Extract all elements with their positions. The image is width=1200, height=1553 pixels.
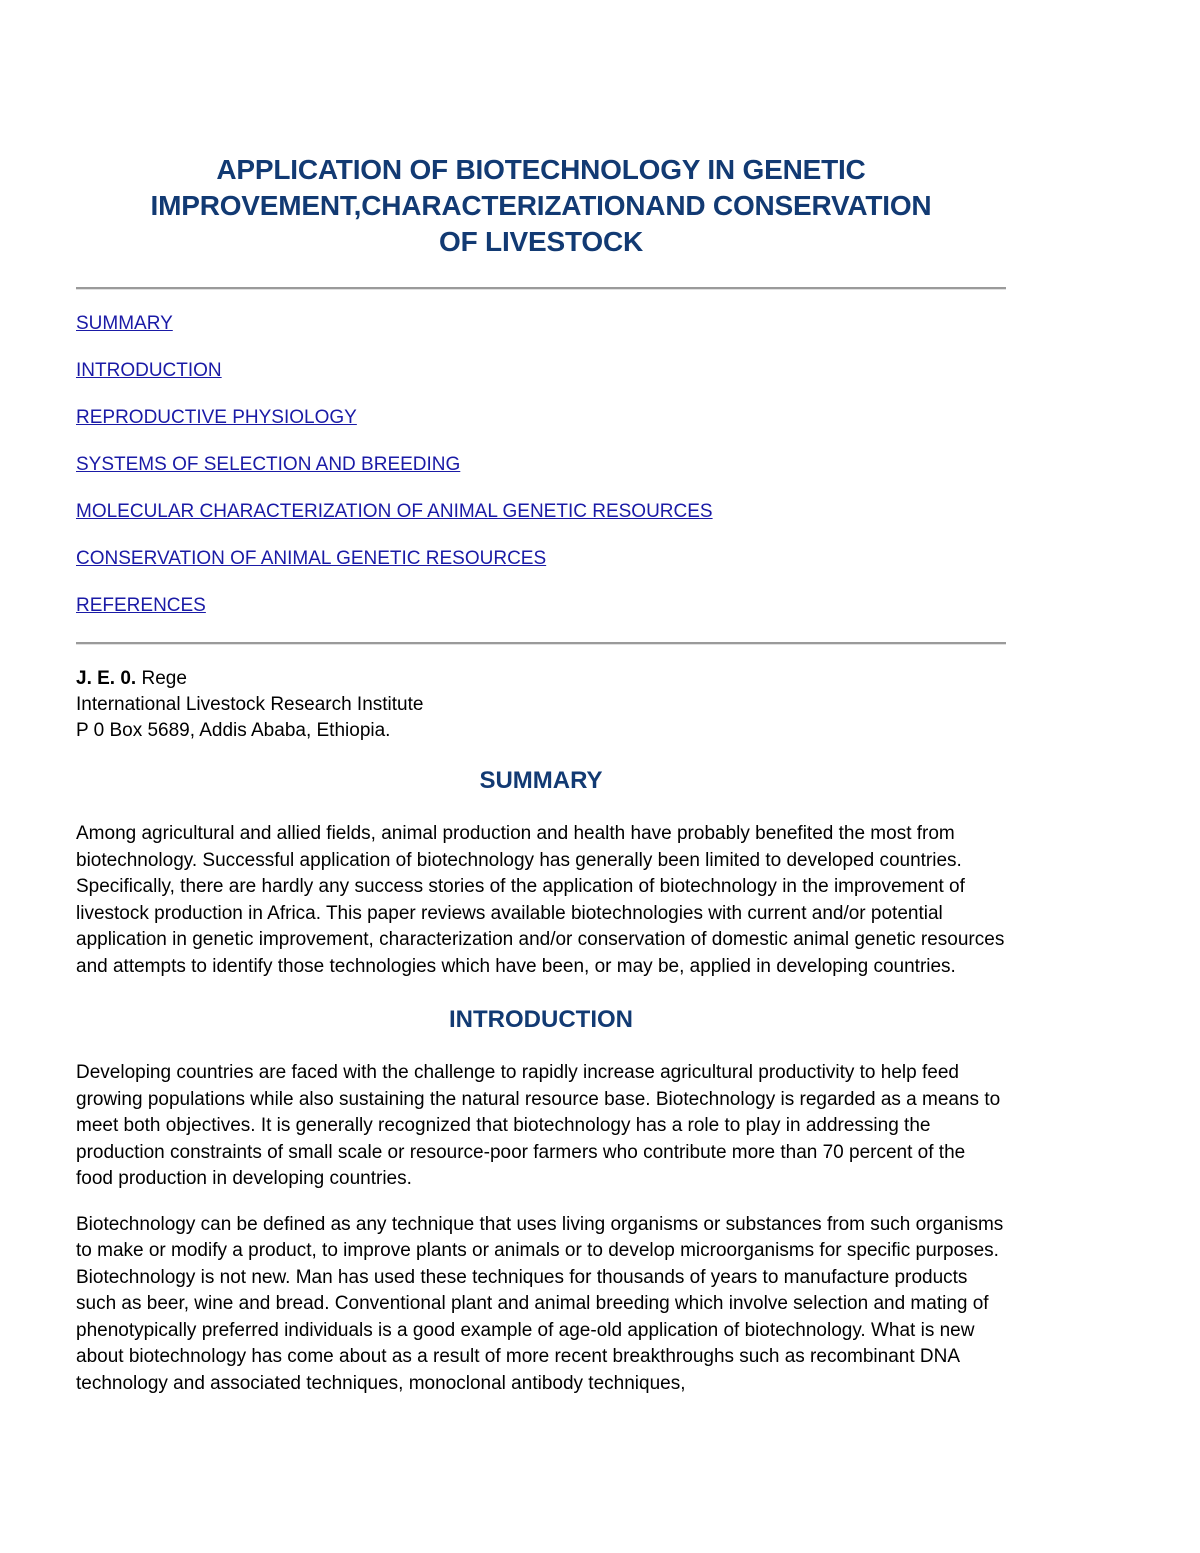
document-title [76, 0, 1006, 260]
toc-link-summary[interactable]: SUMMARY [76, 313, 173, 334]
introduction-heading: INTRODUCTION [449, 1006, 633, 1033]
introduction-paragraph-1: Developing countries are faced with the challenge to rapidly increase agricultural productivity to help feed growing populations while also sustaining the natural resource base. Biotechnology is regarded as a means to meet both objectives. It is generally recognized that biotechnology has a role to play in addressing the production constraints of small scale or resource-poor farmers who contribute more than 70 percent of the food production in developing countries. [76, 1062, 1001, 1189]
title-line-3: OF LIVESTOCK [439, 226, 643, 257]
divider-bottom [76, 642, 1006, 645]
summary-paragraph: Among agricultural and allied fields, animal production and health have probably benefited the most from biotechnology. Successful application of biotechnology has generally been limited to developed countries. Specifically, there are hardly any success stories of the application of biotechnology in the improvement of livestock production in Africa. This paper reviews available biotechnologies with current and/or potential application in genetic improvement, characterization and/or conservation of domestic animal genetic resources and attempts to identify those technologies which have been, or may be, applied in developing countries. [76, 823, 1005, 977]
document-page [76, 0, 1006, 1397]
author-institute: International Livestock Research Institute [76, 694, 424, 715]
toc-link-reproductive-physiology[interactable]: REPRODUCTIVE PHYSIOLOGY [76, 407, 357, 428]
author-surname: Rege [141, 668, 187, 689]
toc-item [76, 593, 1006, 640]
title-line-1: APPLICATION OF BIOTECHNOLOGY IN GENETIC [216, 154, 866, 185]
author-name [76, 666, 1006, 692]
summary-heading: SUMMARY [479, 767, 603, 794]
toc-item [76, 311, 1006, 358]
title-line-2: IMPROVEMENT,CHARACTERIZATIONAND CONSERVATION [150, 190, 932, 221]
toc-item [76, 358, 1006, 405]
introduction-paragraph-2: Biotechnology can be defined as any technique that uses living organisms or substances from such organisms to make or modify a product, to improve plants or animals or to develop microorganisms for specific purposes. Biotechnology is not new. Man has used these techniques for thousands of years to manufacture products such as beer, wine and bread. Conventional plant and animal breeding which involve selection and mating of phenotypically preferred individuals is a good example of age-old application of biotechnology. What is new about biotechnology has come about as a result of more recent breakthroughs such as recombinant DNA technology and associated techniques, monoclonal antibody techniques, [76, 1213, 1004, 1394]
table-of-contents [76, 290, 1006, 640]
toc-item [76, 546, 1006, 593]
author-address: P 0 Box 5689, Addis Ababa, Ethiopia. [76, 720, 391, 741]
toc-item [76, 405, 1006, 452]
author-initials: J. E. 0. [76, 668, 137, 689]
toc-link-references[interactable]: REFERENCES [76, 595, 206, 616]
toc-link-molecular-characterization[interactable]: MOLECULAR CHARACTERIZATION OF ANIMAL GENETIC RESOURCES [76, 501, 713, 522]
toc-item [76, 499, 1006, 546]
toc-item [76, 452, 1006, 499]
toc-link-introduction[interactable]: INTRODUCTION [76, 360, 222, 381]
toc-link-selection-breeding[interactable]: SYSTEMS OF SELECTION AND BREEDING [76, 454, 461, 475]
author-block [76, 666, 1006, 744]
toc-link-conservation[interactable]: CONSERVATION OF ANIMAL GENETIC RESOURCES [76, 548, 547, 569]
